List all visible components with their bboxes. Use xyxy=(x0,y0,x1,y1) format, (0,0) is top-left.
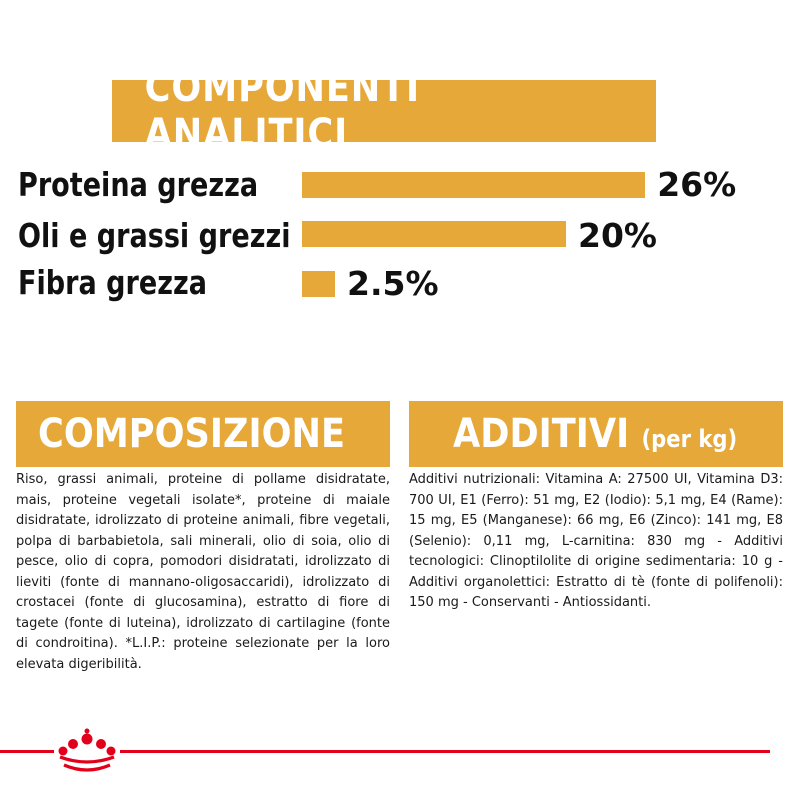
nutrient-bar-fiber xyxy=(302,271,335,297)
nutrient-bar-protein xyxy=(302,172,645,198)
nutrient-value-fat: 20% xyxy=(578,216,657,255)
footer-line-right xyxy=(120,750,770,753)
additives-title-wrap xyxy=(453,411,737,457)
composition-text: Riso, grassi animali, proteine di pollame disidratate, mais, proteine vegetali isolate*, proteine di maiale disidratate, idrolizzato di proteine animali, fibre vegetali, polpa di barbabietola, sali minerali, olio di soia, olio di pesce, olio di copra, pomodori disidratati, idrolizzato di lieviti (fonte di mannano-oligosaccaridi), idrolizzato di crostacei (fonte di glucosamina), estratto di fiore di tagete (fonte di luteina), idrolizzato di cartilagine (fonte di condroitina). *L.I.P.: proteine selezionate per la loro elevata digeribilità. xyxy=(16,472,390,672)
nutrient-value-fiber: 2.5% xyxy=(347,264,439,303)
additives-text: Additivi nutrizionali: Vitamina A: 27500 UI, Vitamina D3: 700 UI, E1 (Ferro): 51 mg, E2 (Iodio): 5,1 mg, E4 (Rame): 15 mg, E5 (Manganese): 66 mg, E6 (Zinco): 141 mg, E8 (Selenio): 0,11 mg, L-carnitina: 830 mg - Additivi tecnologici: Clinoptilolite di origine sedimentaria: 10 g - Additivi organolettici: Estratto di tè (fonte di polifenoli): 150 mg - Conservanti - Antiossidanti. xyxy=(409,472,783,610)
composition-title: COMPOSIZIONE xyxy=(38,411,346,457)
additives-header xyxy=(409,401,783,467)
crown-icon xyxy=(54,727,120,775)
analytics-title: COMPONENTI ANALITICI xyxy=(144,65,421,157)
footer-line-left xyxy=(0,750,54,753)
additives-title: ADDITIVI xyxy=(453,411,630,457)
nutrient-value-protein: 26% xyxy=(657,165,737,204)
nutrient-label-fat: Oli e grassi grezzi xyxy=(18,216,291,255)
nutrient-label-protein: Proteina grezza xyxy=(18,165,259,204)
nutrient-label-fiber: Fibra grezza xyxy=(18,263,207,302)
composition-header xyxy=(16,401,390,467)
analytics-banner xyxy=(112,65,656,157)
additives-subtitle: (per kg) xyxy=(641,425,738,453)
nutrient-bar-fat xyxy=(302,221,566,247)
